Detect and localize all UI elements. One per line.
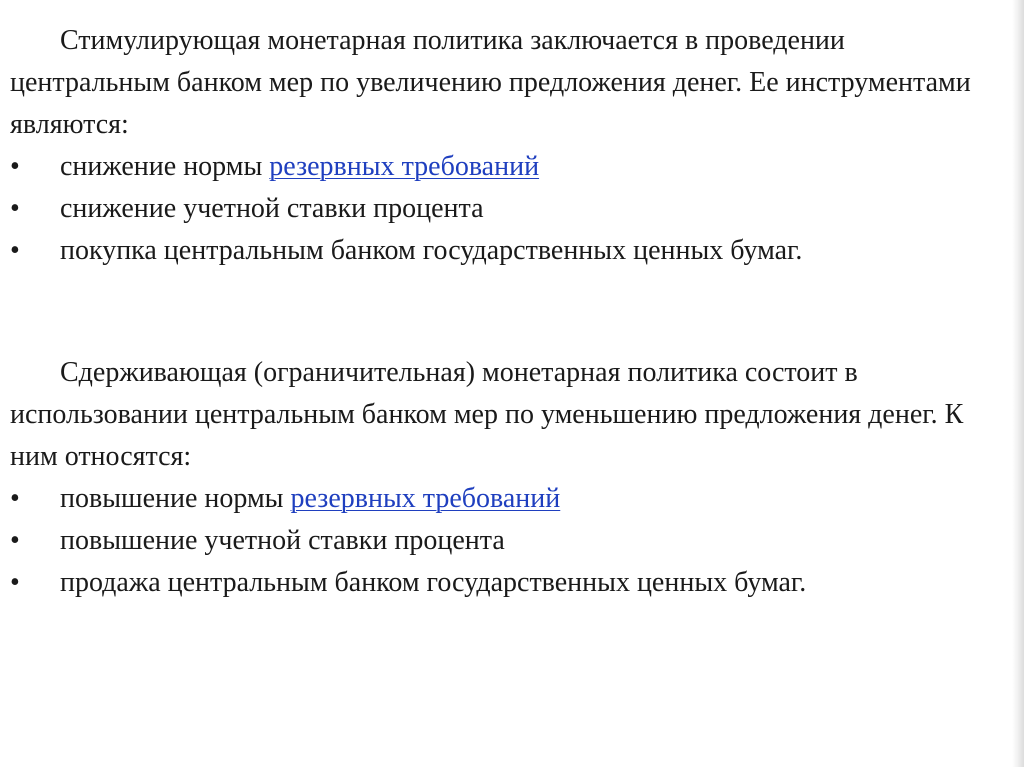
bullet-icon: • bbox=[10, 525, 20, 556]
bullet-icon: • bbox=[10, 567, 20, 598]
list-item-text: повышение нормы bbox=[60, 483, 291, 514]
list-item-text: покупка центральным банком государственных ценных бумаг. bbox=[60, 235, 803, 266]
list-item-text: снижение учетной ставки процента bbox=[60, 193, 484, 224]
bullet-icon: • bbox=[10, 193, 20, 224]
restrictive-instruments-list bbox=[10, 478, 1010, 604]
list-item-text: продажа центральным банком государственных ценных бумаг. bbox=[60, 567, 807, 598]
list-item bbox=[10, 562, 1010, 604]
list-item bbox=[10, 188, 1010, 230]
list-item bbox=[10, 478, 1010, 520]
list-item bbox=[10, 520, 1010, 562]
list-item-text: повышение учетной ставки процента bbox=[60, 525, 505, 556]
right-edge-shadow bbox=[1012, 0, 1024, 767]
bullet-icon: • bbox=[10, 235, 20, 266]
reserve-requirements-link[interactable]: резервных требований bbox=[290, 483, 561, 514]
restrictive-policy-section bbox=[10, 352, 1010, 604]
stimulating-instruments-list bbox=[10, 146, 1010, 272]
list-item bbox=[10, 146, 1010, 188]
stimulating-policy-intro: Стимулирующая монетарная политика заключается в проведении центральным банком мер по увеличению предложения денег. Ее инструментами являются: bbox=[10, 25, 971, 140]
stimulating-policy-section bbox=[10, 20, 1010, 272]
bullet-icon: • bbox=[10, 483, 20, 514]
slide-content bbox=[10, 20, 1010, 604]
restrictive-policy-intro: Сдерживающая (ограничительная) монетарная политика состоит в использовании центральным банком мер по уменьшению предложения денег. К ним относятся: bbox=[10, 357, 964, 472]
reserve-requirements-link[interactable]: резервных требований bbox=[269, 151, 540, 182]
list-item-text: снижение нормы bbox=[60, 151, 270, 182]
bullet-icon: • bbox=[10, 151, 20, 182]
list-item bbox=[10, 230, 1010, 272]
